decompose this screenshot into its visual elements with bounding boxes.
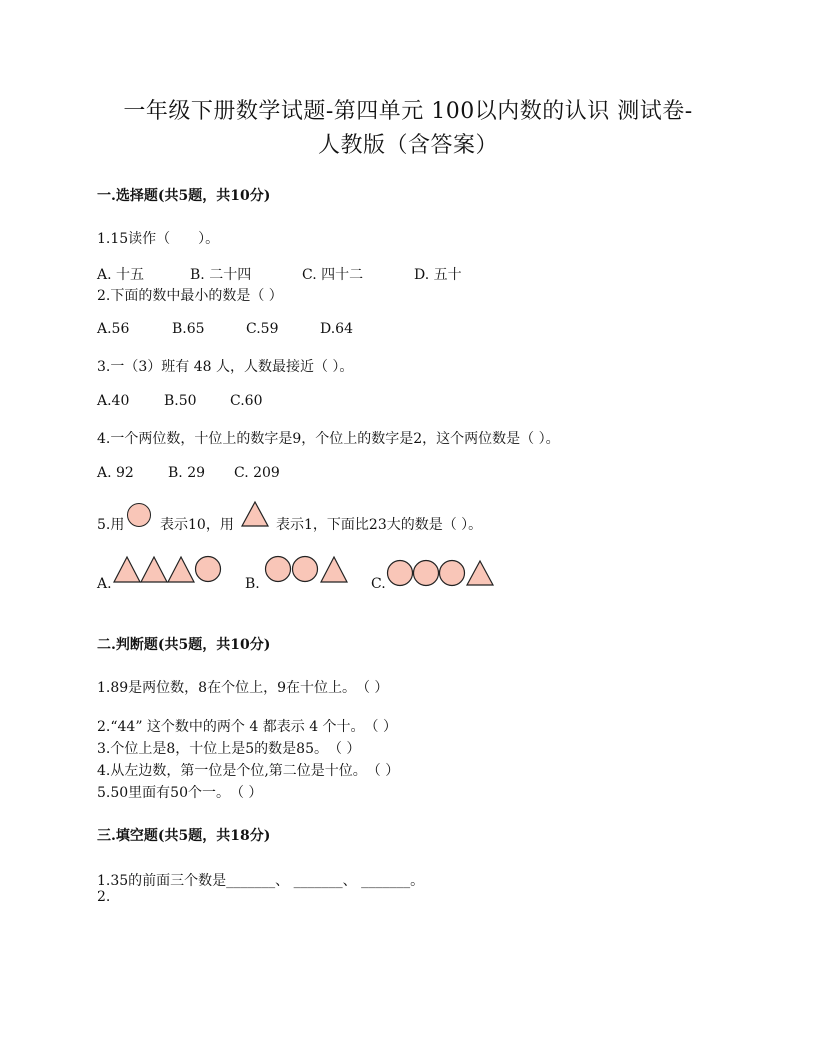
question-2-option-c: C.59 [246,321,279,337]
question-2-option-b: B.65 [172,321,205,337]
page-title-line1: 一年级下册数学试题-第四单元 100以内数的认识 测试卷- [123,99,693,124]
triangle-icon [467,561,493,585]
question-2-text: 2.下面的数中最小的数是（ ） [97,288,283,304]
circle-icon [388,561,413,586]
circle-icon [293,557,318,582]
question-3-option-c: C.60 [230,393,263,409]
judgment-item-5: 5.50里面有50个一。 （ ） [97,785,263,801]
section-heading-fill-blank: 三.填空题(共5题，共18分) [97,828,271,844]
circle-shape-icon [127,503,151,527]
section-heading-choice: 一.选择题(共5题，共10分) [97,188,271,204]
question-2-option-d: D.64 [320,321,353,337]
question-5-option-c: C. [371,576,386,592]
question-1-option-c: C. 四十二 [302,267,364,283]
triangle-icon [321,557,347,582]
triangle-icon [141,557,167,582]
option-b-shapes-image [264,555,354,585]
question-4-option-c: C. 209 [234,465,280,481]
triangle-icon [168,557,194,582]
question-3-text: 3.一（3）班有 48 人，人数最接近（ ）。 [97,359,354,375]
question-5-option-b: B. [245,576,260,592]
circle-icon [414,561,439,586]
question-5-text-mid2: 表示1，下面比23大的数是（ ）。 [276,517,483,533]
page-title-line2: 人教版（含答案） [317,133,498,158]
question-1-option-a: A. 十五 [97,267,145,283]
judgment-item-2: 2.“44” 这个数中的两个 4 都表示 4 个十。 （ ） [97,719,398,735]
question-5-text-mid1: 表示10，用 [160,517,234,533]
circle-icon [196,557,221,582]
question-4-option-b: B. 29 [168,465,206,481]
question-4-option-a: A. 92 [97,465,134,481]
option-c-shapes-image [386,559,496,589]
question-2-option-a: A.56 [97,321,130,337]
question-1-option-d: D. 五十 [414,267,462,283]
triangle-shape-icon [240,500,270,528]
triangle-icon [114,557,140,582]
question-3-option-a: A.40 [97,393,130,409]
circle-icon [266,557,291,582]
judgment-item-1: 1.89是两位数，8在个位上，9在十位上。 （ ） [97,680,389,696]
question-1-option-b: B. 二十四 [190,267,252,283]
fill-blank-item-2: 2. [97,889,111,905]
question-5-text-prefix: 5.用 [97,517,125,533]
fill-blank-item-1: 1.35的前面三个数是_______、 _______、 _______。 [97,873,425,889]
question-5-option-a: A. [97,576,112,592]
judgment-item-3: 3.个位上是8，十位上是5的数是85。 （ ） [97,741,361,757]
question-4-text: 4.一个两位数，十位上的数字是9，个位上的数字是2，这个两位数是（ ）。 [97,431,560,447]
circle-icon [440,561,465,586]
judgment-item-4: 4.从左边数，第一位是个位,第二位是十位。 （ ） [97,763,400,779]
question-1-text: 1.15读作（ ）。 [97,231,220,247]
question-3-option-b: B.50 [164,393,197,409]
section-heading-judgment: 二.判断题(共5题，共10分) [97,637,271,653]
option-a-shapes-image [114,555,224,585]
